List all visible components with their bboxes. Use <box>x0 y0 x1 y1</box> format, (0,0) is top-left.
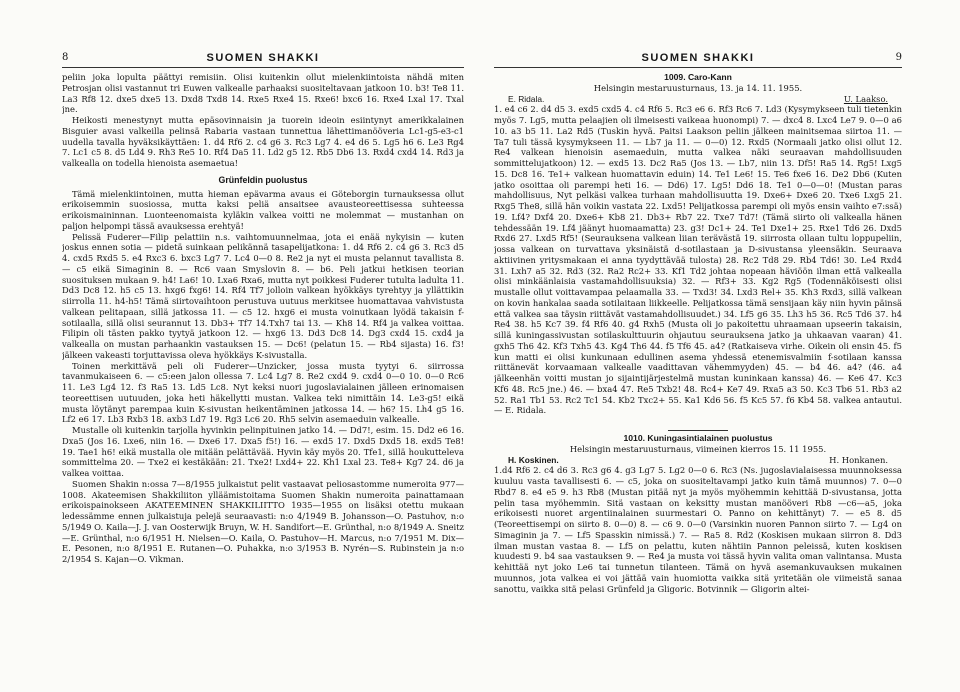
page-number: 8 <box>62 52 69 63</box>
paragraph: Mustalle oli kuitenkin tarjolla hyvinkin pelinpituinen jatko 14. — Dd7!, esim. 15. Dd2 e6 16. Dxa5 (Jos 16. Lxe6, niin 16. — Dxe6 17. Dxa5 f5!) 16. — exd5 17. Dxd5 Dxd5 18. exd5 Te8! 19. Tae1 h6! eikä mustalla ole mitään pelättävää. Hyvin käy myös 20. Tfe1, sillä houkutteleva sommittelma 20. — Txe2 ei kestäkään: 21. Txe2! Lxd4+ 22. Kh1 Lxal 23. Te8+ Kg7 24. d6 ja valkea voittaa. <box>62 425 464 478</box>
black-player: U. Laakso. <box>843 93 888 104</box>
game-event: Helsingin mestaruusturnaus, viimeinen kierros 15. 11 1955. <box>569 443 827 454</box>
game-players <box>494 94 902 105</box>
white-player: E. Ridala. <box>508 93 545 104</box>
paragraph: Suomen Shakin n:ossa 7—8/1955 julkaistut pelit vastaavat peliosastomme numeroita 977—1008. Akateemisen Shakkiliiton ylläämistoitama Suomen Shakin numeroita painattamaan erikoispainokseen AKATEEMINEN SHAKKILIITTO 1935—1955 on lisäksi otettu mukaan ledessämme ennen julkaistuja pelejä seuraavasti: n:o 4/1949 B. Johansson—O. Pastuhov, n:o 5/1949 O. Kaila—J. J. van Oosterwijk Bruyn, W. H. Sandifort—E. Grünthal, n:o 8/1949 A. Sneitz—E. Grünthal, n:o 6/1951 H. Nielsen—O. Kaila, O. Pastuhov—H. Marcus, n:o 7/1951 M. Dix—E. Pesonen, n:o 8/1951 E. Rutanen—O. Puhakka, n:o 3/1953 B. Nyrén—S. Rubinstein ja n:o 2/1954 S. Kajan—O. Vikman. <box>62 478 464 564</box>
right-page <box>494 0 902 692</box>
paragraph: Heikosti menestynyt mutta epäsovinnaisin ja tuorein ideoin esiintynyt amerikkalainen Bisguier avasi valkeilla pelinsä Rabaria vastaan tunnettua lähettimanööveria Lc1-g5-e3-c1 uudella tavalla hyväksikäyttäen: 1. d4 Rf6 2. c4 g6 3. Rc3 Lg7 4. e4 d6 5. Lg5 h6 6. Le3 Rg4 7. Lc1 c5 8. d5 Ld4 9. Rh3 Re5 10. Rf4 Da5 11. Ld2 g5 12. Rb5 Db6 13. Rxd4 cxd4 14. Rd3 ja valkealla on todella hienoista asemaetua! <box>62 115 464 168</box>
white-player: H. Koskinen. <box>508 454 559 465</box>
paragraph: Toinen merkittävä peli oli Fuderer—Unzicker, jossa musta tyytyi 6. siirrossa tavanmukaiseen 6. — c5:een jalon ollessa 7. Lc4 Lg7 8. Re2 cxd4 9. cxd4 0—0 10. 0—0 Rc6 11. Le3 Lg4 12. f3 Ra5 13. Ld5 Lc8. Nyt keksi nuori jugoslavialainen jälleen erinomaisen teoreettisen uutuuden, joka heti häkellytti mustan. Valkea teki nimittäin 14. Le3-g5! eikä musta löytänyt parempaa kuin K-sivustan heikentäminen jatkossa 14. — h6? 15. Lh4 g5 16. Lf2 e6 17. Lb3 Rxb3 18. axb3 Ld7 19. Rg3 Lc6 20. Rh5 selvin asemaeduin valkealle. <box>62 360 464 425</box>
page-number: 9 <box>895 52 902 63</box>
header-rule <box>62 67 464 68</box>
game-players <box>494 455 902 466</box>
paragraph: Pelissä Fuderer—Filip pelattiin n.s. vaihtomuunnelmaa, jota ei enää nykyisin — kuten joskus ennen sotia — pidetä suinkaan pelikännä tasapelijatkona: 1. d4 Rf6 2. c4 g6 3. Rc3 d5 4. cxd5 Rxd5 5. e4 Rxc3 6. bxc3 Lg7 7. Lc4 0—0 8. Re2 ja nyt ei musta pelannut tavallista 8. — c5 eikä Simaginin 8. — Rc6 vaan Smyslovin 8. — b6. Peli jatkui hetkisen teorian suosituksen mukaan 9. h4! La6! 10. Lxa6 Rxa6, mutta nyt poikkesi Fuderer tutulta ladulta 11. Dd3 Dc8 12. h5 c5 13. hxg6 fxg6! 14. Rf4 Tf7 jolloin valkean hyökkäys tyrehtyy ja yllättikin siirrolla 11. h4-h5! Tämä siirtovaihtoon perustuva uutuus merkitsee huomattavaa vahvistusta valkean pelitapaan, sillä jatkossa 11. — c5 12. hxg6 ei musta voinutkaan lyödä takaisin f-sotilaalla, sillä olisi seurannut 13. Db3+ Tf7 14.Txh7 tai 13. — Kh8 14. Rf4 ja valkea voittaa. Filipin oli tästen pakko tyytyä jatkoon 12. — hxg6 13. Dd3 Dc8 14. Dg3 cxd4 15. cxd4 ja valkealla on mustan parhaankin vastauksen 15. — Dc6! (pelatun 15. — Rb4 sijasta) 16. f3! jälkeen vakeasti torjuttavissa oleva hyökkäys K-sivustalla. <box>62 231 464 360</box>
running-head <box>494 52 902 68</box>
header-rule <box>494 67 902 68</box>
spacer <box>494 416 902 430</box>
running-head <box>62 52 464 68</box>
paragraph: peliin joka lopulta päättyi remisiin. Olisi kuitenkin ollut mielenkiintoista nähdä miten Petrosjan olisi vastannut tri Euwen valkealle parhaaksi suositeltavaan jatkoon 10. b3! Te8 11. La3 Rf8 12. dxe5 dxe5 13. Dxd8 Txd8 14. Rxe5 Rxe4 15. Rxe6! bxc6 16. Rxe4 Lxal 17. Txal jne. <box>62 72 464 115</box>
game-title: 1010. Kuningasintialainen puolustus <box>623 433 773 443</box>
running-head-title: SUOMEN SHAKKI <box>641 52 755 64</box>
paragraph: Tämä mielenkiintoinen, mutta hieman epävarma avaus ei Göteborgin turnauksessa ollut erikoisemmin suosiossa, mutta kaksi peliä ansaitsee avausteoreettisessa suhteessa erikoismaininnan. Luonteenomaista kyläkin valkea voitti ne molemmat — mustanhan on paljon helpompi tässä avauksessa erehtyä! <box>62 188 464 231</box>
running-head-title: SUOMEN SHAKKI <box>206 52 320 64</box>
game-title: 1009. Caro-Kann <box>664 72 732 82</box>
left-page <box>62 0 464 692</box>
right-page-body <box>494 72 902 594</box>
game-moves: 1. e4 c6 2. d4 d5 3. exd5 cxd5 4. c4 Rf6 5. Rc3 e6 6. Rf3 Rc6 7. Ld3 (Kysymykseen tuli tietenkin myös 7. Lg5, mutta pelaajien oli ilmeisesti vaikeaa huonompi) 7. — dxc4 8. Lxc4 Le7 9. 0—0 a6 10. a3 b5 11. La2 Rd5 (Tuskin hyvä. Paitsi Laakson peliin jälkeen mainitsemaa siirtoa 11. — Ta7 tuli tässä kysymykseen 11. — Lb7 ja 11. — 0—0) 12. Rxd5 (Normaali jatko olisi ollut 12. Re4 valkean hienoisin asemaeduin, mutta valkea näki seuraavan mahdollisuuden sommittelujatkoon) 12. — exd5 13. Dc2 Ra5 (Jos 13. — Lb7, niin 13. Df5! Ra5 14. Rg5! Lxg5 15. Dc8 16. Te1+ valkean huomattavin eduin) 14. Te1 Le6! 15. Te6 fxe6 16. De2 Db6 (Kuten jatko osoittaa oli parempi heti 16. — Dd6) 17. Lg5! Dd6 18. Te1 0—0—0! (Mustan paras mahdollisuus, Nyt pelkäsi valkea turhaan mahdollisuutta 19. Dxe6+ Dxe6 20. Txe6 Lxg5 21. Rxg5 The8, sillä hän voikin vastata 22. Lxd5! Pelijatkossa parempi oli myös ensin vaihto e7:ssä) 19. Lf4? Dxf4 20. Dxe6+ Kb8 21. Db3+ Rb7 22. Txe7 Td7! (Tämä siirto oli valkealla hänen tehdessään 19. Lf4 jäänyt huomaamatta) 23. g3! Dc1+ 24. Te1 Dxe1+ 25. Rxe1 Td6 26. Dxd5 Rxd6 27. Lxd5 Rf5! (Seurauksena valkean liian terävästä 19. siirrosta ollaan tultu loppupeliin, jossa valkean on turvattava yksinäistä d-sotilastaan ja D-sivustansa yleensäkin. Seuraava aktiivinen yritysmakaan ei anna tyydyttävää tulosta) 28. Rc2 Td8 29. Rb4 Td6! 30. Le4 Rxd4 31. Lxh7 a5 32. Rd3 (32. Ra2 Rc2+ 33. Kf1 Td2 johtaa nopeaan häviöön ilman että valkealla olisi minkäänlaisia vastamahdollisuuksia) 32. — Rf3+ 33. Kg2 Rg5 (Todennäköisesti olisi mustalle ollut voittavampaa pelaamalla 33. — Txd3! 34. Lxd3 Rel+ 35. Kh3 Rxd3, sillä valkean on kovin hankalaa saada sotilaitaan liikkeelle. Pelijatkossa tämä sensijaan käy niin hyvin päinsä että valkea saa täysin riittävät vastamahdollisuudet.) 34. Lf5 g6 35. Lh3 h5 36. Rc5 Td6 37. h4 Re4 38. h5 Kc7 39. f4 Rf6 40. g4 Rxh5 (Musta oli jo pakoitettu uhraamaan upseerin takaisin, sillä kuningassivustan sotilaskulttuurin ohjautuu seurauksena jatko ja uhkaavan vaaran) 41. gxh5 Th6 42. Kf3 Txh5 43. Kg4 Th6 44. f5 Tf6 45. a4? (Ratkaiseva virhe. Oikein oli ensin 45. f5 kun matti ei olisi kunkunaan edullinen asema yhdessä etenemisvalmiin f-sotilaan kanssa riittänevät korvaamaan valkealle vaadittavan vähemmyyden) 45. — b4 46. a4? (46. a4 jälkeenhän voitti mustan jo sijaintijärjestelmä mustan kuninkaan kanssa) 46. — Ke6 47. Kc3 Kf6 48. Rc5 jne.) 46. — bxa4 47. Re5 Txb2! 48. Rc4+ Ke7 49. Rxa5 a3 50. Kc3 Tb6 51. Rb3 a2 52. Ra1 Tb1 53. Rc2 Tc1 54. Kb2 Txc2+ 55. Ka1 Kd6 56. f5 Kc5 57. f6 Kb4 58. valkea antautui. — E. Ridala. <box>494 104 902 416</box>
divider <box>668 430 728 431</box>
black-player: H. Honkanen. <box>829 454 888 465</box>
game-event: Helsingin mestaruusturnaus, 13. ja 14. 11. 1955. <box>593 82 803 93</box>
section-heading: Grünfeldin puolustus <box>218 174 308 185</box>
left-page-body <box>62 72 464 565</box>
game-moves: 1.d4 Rf6 2. c4 d6 3. Rc3 g6 4. g3 Lg7 5. Lg2 0—0 6. Rc3 (Ns. jugoslavialaisessa muunnoksessa kuuluu vasta tavallisesti 6. — c5, joka on suositeltavampi jatko kuin tämä muunnos) 7. 0—0 Rbd7 8. e4 e5 9. h3 Rb8 (Mustan pitää nyt ja myös myöhemmin kehittää D-sivustansa, jotta pelin tasa myöhemmin. Sitä vastaan on keksitty mustan manööveri Rb8 —c6—a5, joka erikoisesti nuoret argentiinalainen suurmestari O. Panno on kehittänyt) 7. — e5 8. d5 (Teoreettisempi on siirto 8. 0—0) 8. — c6 9. 0—0 (Varsinkin nuoren Pannon siirto 7. — Lg4 on Simaginin ja 7. — Lf5 Spasskin nimissä.) 7. — Ra5 8. Rd2 (Koskisen mukaan siirron 8. Dd3 ilman mustan vastaa 8. — Lf5 on pelattu, kuten nähtiin Pannon peleissä, kuten koskisen kuudesti 9. b4 saa vastauksen 9. — Re4 ja musta voi tässä hyvin valita oman valintansa. Musta kehittää nyt joko Le6 tai tunnetun tilanteen. Tämä on hyvä asemankuvauksen mukainen muunnos, jota valkea ei voi jättää vain huomiotta vaikka sitä yritetään ole viimeistä sanaa sanottu, vaikka sitä pelasi Grünfeld ja Gligoric. Botvinnik — Gligorin altei- <box>494 465 902 594</box>
